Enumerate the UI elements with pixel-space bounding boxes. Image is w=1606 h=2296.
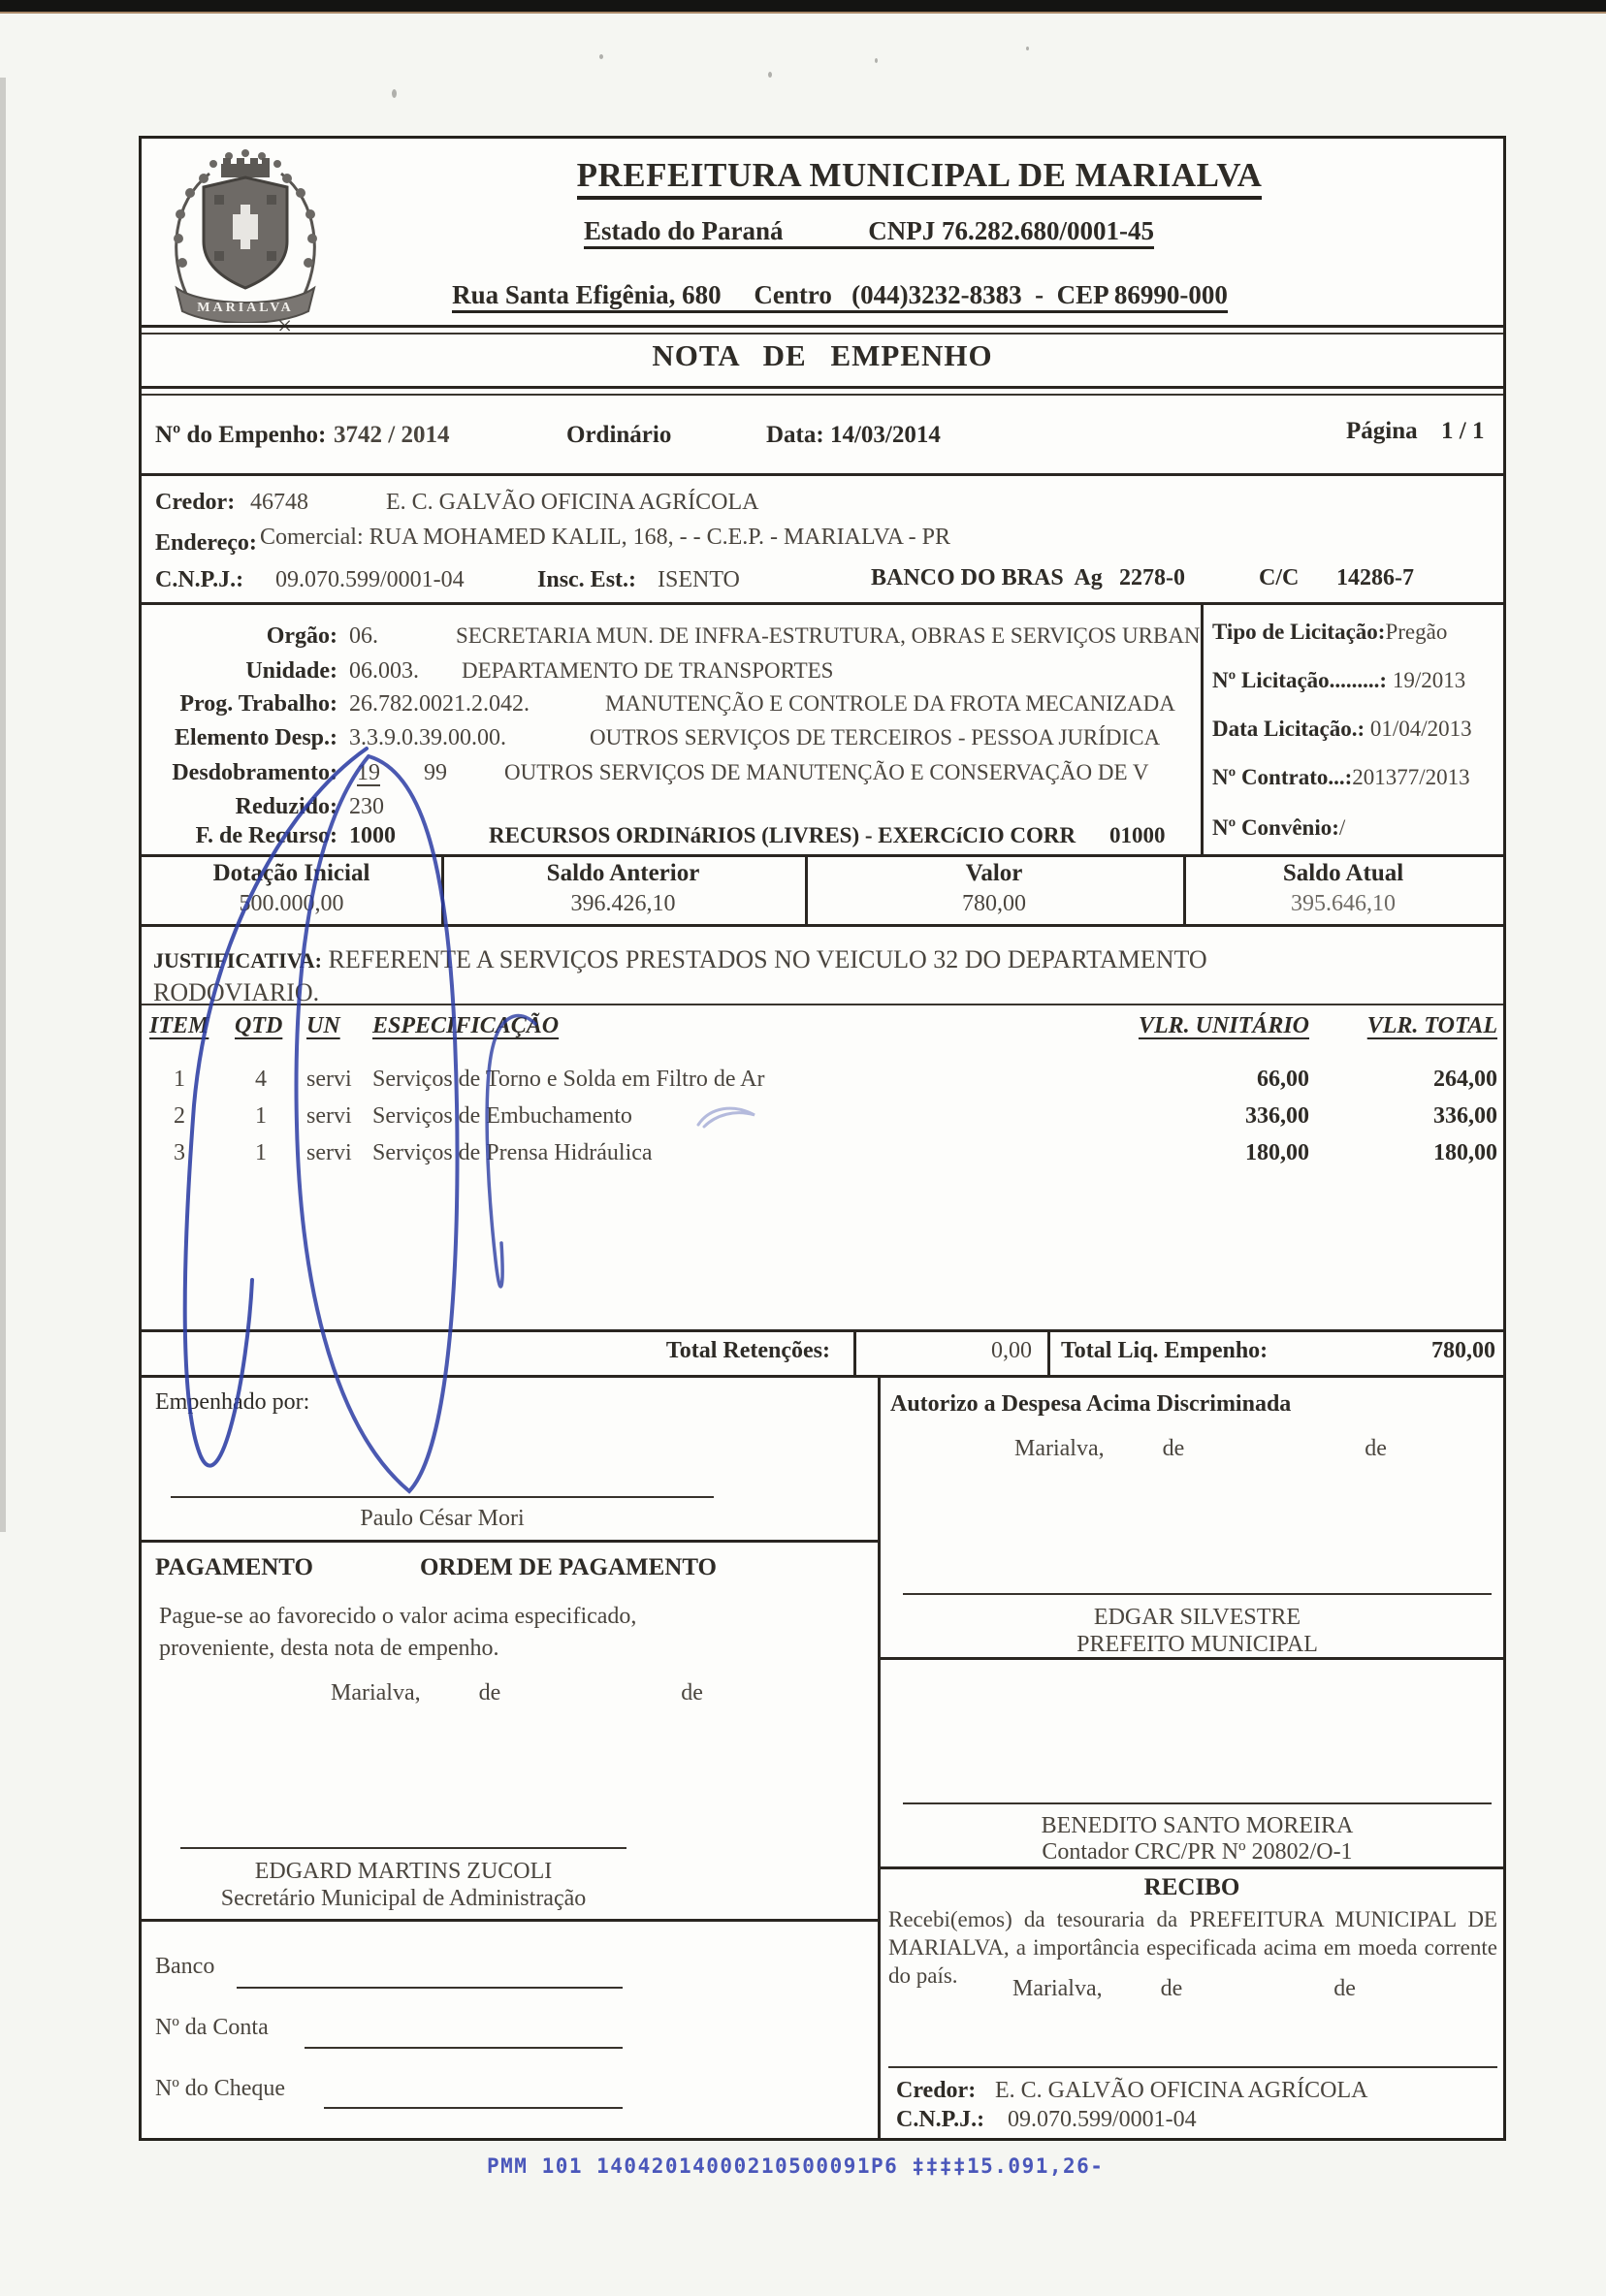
autorizo-title: Autorizo a Despesa Acima Discriminada xyxy=(890,1391,1292,1417)
desdobramento-code2: 99 xyxy=(424,760,447,785)
recibo-text: Recebi(emos) da tesouraria da PREFEITURA MUNICIPAL DE MARIALVA, a importância especificada acima em moeda corrente do país. xyxy=(888,1907,1497,1988)
lower-column-divider xyxy=(878,1375,881,2138)
orgao-label: Orgão: xyxy=(266,623,337,649)
items-header-unit: VLR. UNITÁRIO xyxy=(1138,1013,1309,1038)
total-retencoes-label: Total Retenções: xyxy=(665,1338,830,1363)
item-2-un: servi xyxy=(306,1103,352,1129)
fonte-recurso-code: 1000 xyxy=(349,823,396,848)
flourish-x-mark: × xyxy=(277,311,293,340)
empenhado-por-label: Empenhado por: xyxy=(155,1389,310,1415)
page-number-label: Página xyxy=(1346,418,1418,444)
conta-fill-label: Nº da Conta xyxy=(155,2015,269,2040)
pagamento-title: PAGAMENTO xyxy=(155,1554,313,1580)
empenhado-signature-line xyxy=(171,1496,714,1498)
orgao-code: 06. xyxy=(349,623,378,649)
saldo-anterior-value: 396.426,10 xyxy=(570,891,676,916)
item-1-unit: 66,00 xyxy=(1257,1067,1309,1092)
credor-divider xyxy=(142,602,1503,605)
secretario-name: EDGARD MARTINS ZUCOLI xyxy=(254,1859,553,1884)
page-number-value: 1 / 1 xyxy=(1441,418,1485,444)
recibo-cnpj-value: 09.070.599/0001-04 xyxy=(1008,2107,1197,2132)
orgao-desc: SECRETARIA MUN. DE INFRA-ESTRUTURA, OBRAS E SERVIÇOS URBAN xyxy=(456,623,1201,648)
item-3-total: 180,00 xyxy=(1433,1140,1497,1165)
credor-code: 46748 xyxy=(250,490,308,515)
unidade-label: Unidade: xyxy=(245,658,337,684)
contador-title: Contador CRC/PR Nº 20802/O-1 xyxy=(1042,1839,1353,1865)
item-1-num: 1 xyxy=(174,1067,185,1092)
num-licitacao: Nº Licitação.........: 19/2013 xyxy=(1212,668,1466,692)
classification-divider xyxy=(142,854,1503,857)
prefeito-box-divider xyxy=(881,1657,1503,1660)
empenho-kind: Ordinário xyxy=(566,422,672,448)
machine-validation-line: PMM 101 14042014000210500091P6 ‡‡‡‡15.091,26- xyxy=(487,2154,1105,2178)
item-2-total: 336,00 xyxy=(1433,1103,1497,1129)
empenhado-name: Paulo César Mori xyxy=(360,1506,525,1531)
banco-fill-label: Banco xyxy=(155,1954,215,1979)
item-2-espec: Serviços de Embuchamento xyxy=(372,1103,632,1129)
contador-signature-line xyxy=(903,1802,1492,1804)
ordem-pagamento-title: ORDEM DE PAGAMENTO xyxy=(419,1554,718,1580)
cc-value: 14286-7 xyxy=(1336,565,1414,590)
mural-crown xyxy=(221,164,270,177)
data-licitacao: Data Licitação.: 01/04/2013 xyxy=(1212,717,1472,741)
pagamento-box-divider xyxy=(142,1919,878,1922)
total-liq-label: Total Liq. Empenho: xyxy=(1061,1338,1269,1363)
licitacao-box-divider xyxy=(1201,602,1204,854)
reduzido-label: Reduzido: xyxy=(235,794,337,819)
items-bottom-divider xyxy=(142,1329,1503,1332)
banco-agencia: 2278-0 xyxy=(1119,565,1185,590)
item-2-unit: 336,00 xyxy=(1245,1103,1309,1129)
cc-label: C/C xyxy=(1259,565,1300,590)
dotacao-inicial-header: Dotação Inicial xyxy=(212,860,370,886)
total-retencoes-value: 0,00 xyxy=(991,1338,1032,1363)
empenho-row-divider xyxy=(142,473,1503,476)
item-3-unit: 180,00 xyxy=(1245,1140,1309,1165)
prefeito-name: EDGAR SILVESTRE xyxy=(1093,1605,1301,1630)
total-liq-value: 780,00 xyxy=(1431,1338,1495,1363)
empenho-date: Data: 14/03/2014 xyxy=(766,422,941,448)
reduzido-code: 230 xyxy=(349,794,384,819)
prog-trabalho-desc: MANUTENÇÃO E CONTROLE DA FROTA MECANIZADA xyxy=(605,691,1175,716)
scan-top-strip xyxy=(0,0,1606,14)
totals-divider-2 xyxy=(1047,1329,1050,1375)
desdobramento-code: 19 xyxy=(357,760,380,785)
item-2-qtd: 1 xyxy=(255,1103,267,1129)
title-divider xyxy=(142,386,1503,389)
insc-label: Insc. Est.: xyxy=(537,567,637,592)
prog-trabalho-label: Prog. Trabalho: xyxy=(179,691,337,717)
cnpj-value: 09.070.599/0001-04 xyxy=(275,567,465,592)
empenho-number: 3742 / 2014 xyxy=(334,422,450,448)
empenhado-box-divider xyxy=(142,1540,878,1543)
insc-value: ISENTO xyxy=(658,567,740,592)
fonte-recurso-extra: 01000 xyxy=(1109,823,1166,847)
elemento-desp-code: 3.3.9.0.39.00.00. xyxy=(349,725,506,750)
prefeito-signature-line xyxy=(903,1593,1492,1595)
item-3-num: 3 xyxy=(174,1140,185,1165)
recibo-credor-label: Credor: xyxy=(896,2078,977,2103)
item-1-un: servi xyxy=(306,1067,352,1092)
items-header-total: VLR. TOTAL xyxy=(1366,1013,1497,1038)
totals-divider-1 xyxy=(853,1329,856,1375)
pagamento-city-date: Marialva, de de xyxy=(331,1680,703,1706)
justificativa-divider xyxy=(142,1004,1503,1005)
justificativa xyxy=(153,943,1307,1008)
page-title: PREFEITURA MUNICIPAL DE MARIALVA xyxy=(577,156,1263,200)
scan-edge-shadow xyxy=(0,78,6,1532)
header-title-wrap xyxy=(336,156,1503,195)
fonte-recurso-label: F. de Recurso: xyxy=(195,823,337,848)
item-1-total: 264,00 xyxy=(1433,1067,1497,1092)
justificativa-label: JUSTIFICATIVA: xyxy=(153,948,323,973)
num-convenio: Nº Convênio:/ xyxy=(1212,815,1346,840)
title-divider-2 xyxy=(142,394,1503,396)
valor-header: Valor xyxy=(965,860,1023,886)
num-contrato: Nº Contrato...:201377/2013 xyxy=(1212,765,1470,789)
doc-title: NOTA DE EMPENHO xyxy=(652,338,993,372)
items-header-item: ITEM xyxy=(149,1013,209,1038)
saldo-atual-header: Saldo Atual xyxy=(1282,860,1404,886)
recibo-credor-divider xyxy=(888,2066,1497,2068)
cnpj-label: C.N.P.J.: xyxy=(155,567,244,592)
prefeito-title: PREFEITO MUNICIPAL xyxy=(1076,1632,1318,1657)
item-3-un: servi xyxy=(306,1140,352,1165)
valor-value: 780,00 xyxy=(962,891,1026,916)
elemento-desp-label: Elemento Desp.: xyxy=(175,725,337,750)
header-divider-2 xyxy=(142,333,1503,335)
justificativa-text: REFERENTE A SERVIÇOS PRESTADOS NO VEICULO 32 DO DEPARTAMENTO RODOVIARIO. xyxy=(153,945,1207,1006)
endereco-value: Comercial: RUA MOHAMED KALIL, 168, - - C.E.P. - MARIALVA - PR xyxy=(260,525,951,550)
elemento-desp-desc: OUTROS SERVIÇOS DE TERCEIROS - PESSOA JURÍDICA xyxy=(590,725,1161,749)
recibo-title: RECIBO xyxy=(1143,1874,1240,1900)
item-3-espec: Serviços de Prensa Hidráulica xyxy=(372,1140,653,1165)
header-address: Rua Santa Efigênia, 680 Centro (044)3232-8383 - CEP 86990-000 xyxy=(452,280,1228,313)
item-1-espec: Serviços de Torno e Solda em Filtro de Ar xyxy=(372,1067,765,1092)
item-3-qtd: 1 xyxy=(255,1140,267,1165)
header-state-cnpj: Estado do Paraná CNPJ 76.282.680/0001-45 xyxy=(584,216,1154,249)
desdobramento-label: Desdobramento: xyxy=(172,760,337,785)
unidade-code: 06.003. xyxy=(349,658,419,684)
doc-title-wrap xyxy=(142,338,1503,373)
saldo-anterior-header: Saldo Anterior xyxy=(546,860,700,886)
secretario-signature-line xyxy=(180,1847,626,1849)
cheque-fill-label: Nº do Cheque xyxy=(155,2076,286,2101)
credor-label: Credor: xyxy=(155,490,236,515)
header-line3-wrap xyxy=(336,280,1344,310)
dotacao-inicial-value: 500.000,00 xyxy=(239,891,344,916)
endereco-label: Endereço: xyxy=(155,530,257,556)
recibo-credor-name: E. C. GALVÃO OFICINA AGRÍCOLA xyxy=(995,2078,1368,2103)
unidade-desc: DEPARTAMENTO DE TRANSPORTES xyxy=(462,658,834,683)
autorizo-city-date: Marialva, de de xyxy=(1014,1436,1387,1461)
totals-bottom-divider xyxy=(142,1375,1503,1378)
fonte-recurso-desc: RECURSOS ORDINáRIOS (LIVRES) - EXERCíCIO CORR xyxy=(489,823,1076,847)
desdobramento-desc: OUTROS SERVIÇOS DE MANUTENÇÃO E CONSERVAÇÃO DE V xyxy=(504,760,1149,784)
nota-de-empenho-document xyxy=(139,136,1506,2141)
prog-trabalho-code: 26.782.0021.2.042. xyxy=(349,691,530,717)
credor-name: E. C. GALVÃO OFICINA AGRÍCOLA xyxy=(386,490,759,515)
header-divider xyxy=(142,325,1503,328)
saldo-atual-value: 395.646,10 xyxy=(1291,891,1396,916)
contador-name: BENEDITO SANTO MOREIRA xyxy=(1041,1813,1354,1838)
item-2-num: 2 xyxy=(174,1103,185,1129)
header-line2-wrap xyxy=(336,216,1402,246)
secretario-title: Secretário Municipal de Administração xyxy=(220,1886,587,1911)
saldos-bottom-divider xyxy=(142,924,1503,927)
items-header-espec: ESPECIFICAÇÃO xyxy=(372,1013,560,1038)
contador-box-divider xyxy=(881,1866,1503,1869)
item-1-qtd: 4 xyxy=(255,1067,267,1092)
banco-label: BANCO DO BRAS Ag xyxy=(871,565,1103,590)
items-header-un: UN xyxy=(306,1013,340,1038)
items-header-qtd: QTD xyxy=(235,1013,283,1038)
cheque-fill-line xyxy=(324,2107,623,2109)
conta-fill-line xyxy=(305,2047,623,2049)
pagamento-text: Pague-se ao favorecido o valor acima especificado, proveniente, desta nota de empenho. xyxy=(159,1604,637,1661)
recibo-city-date: Marialva, de de xyxy=(1012,1976,1356,2001)
banco-fill-line xyxy=(237,1987,623,1989)
ribbon-text: MARIALVA xyxy=(197,301,294,315)
empenho-number-label: Nº do Empenho: xyxy=(155,422,327,448)
municipal-coat-of-arms xyxy=(153,146,337,323)
tipo-licitacao: Tipo de Licitação:Pregão xyxy=(1212,620,1448,644)
recibo-cnpj-label: C.N.P.J.: xyxy=(896,2107,985,2132)
